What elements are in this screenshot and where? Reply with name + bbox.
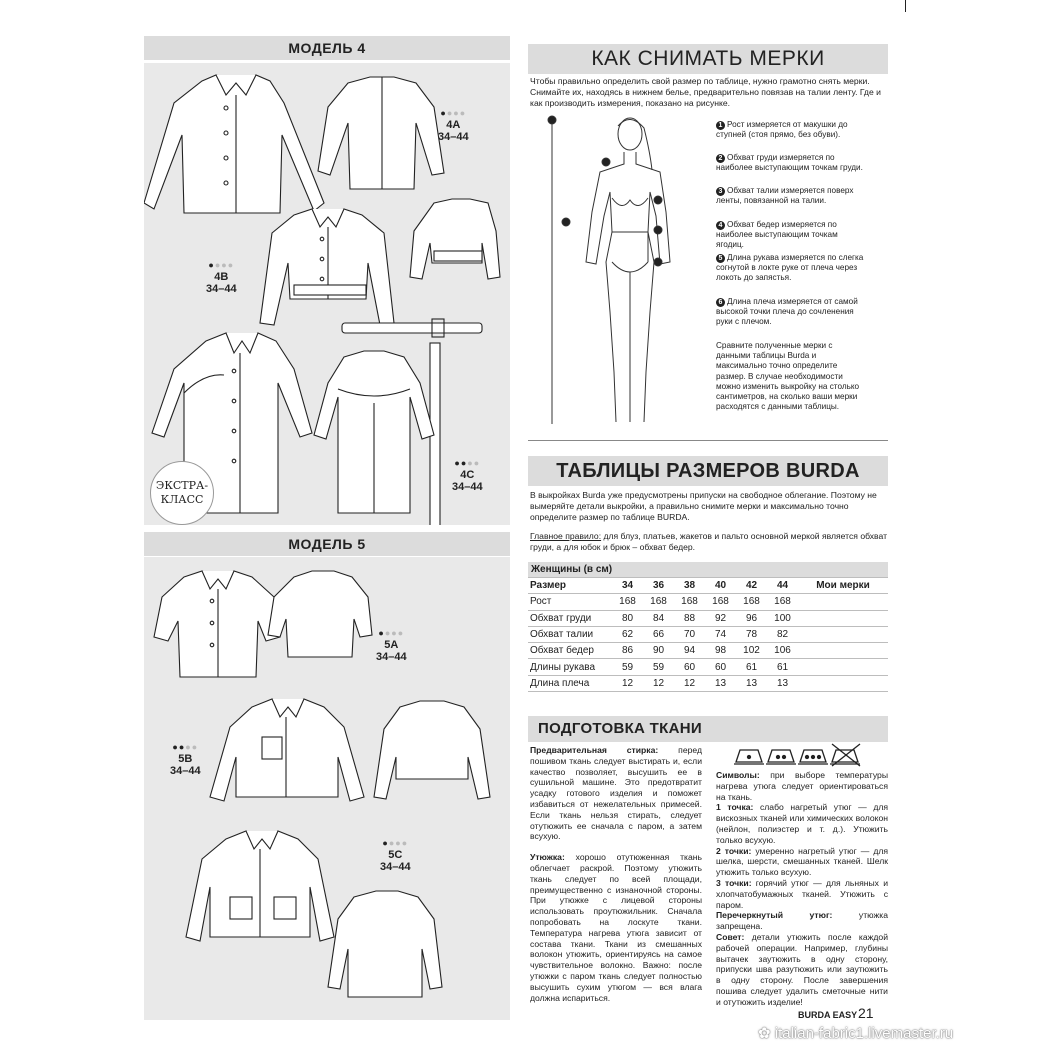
cell: 168 <box>643 594 674 610</box>
coat-4a-front-drawing <box>144 75 324 213</box>
table-row <box>528 659 888 675</box>
women-label: Женщины (в см) <box>528 562 888 578</box>
item-text: Рост измеряется от макушки до ступней (стоя прямо, без обуви). <box>716 120 848 140</box>
item-text: Длина плеча измеряется от самой высокой точки плеча до сочленения руки с плечом. <box>716 297 858 327</box>
difficulty-dots: ●●●● <box>208 260 235 270</box>
row-name: Обхват талии <box>528 626 612 642</box>
page-number: 21 <box>858 1005 874 1021</box>
tables-intro: В выкройках Burda уже предусмотрены припуски на свободное облегание. Поэтому не вымеряйте детали выкройки, а правильно снимите мерки и максимально точно определите размер по таблице BURDA. <box>530 490 877 522</box>
my-measure-cell[interactable] <box>798 675 888 691</box>
header-my-measures: Мои мерки <box>798 578 888 594</box>
fabric-prewash <box>530 745 702 842</box>
desc: при выборе температуры нагрева утюга следует ориентироваться на ткань. <box>716 770 888 802</box>
cell: 80 <box>612 610 643 626</box>
iron-2-dots-icon <box>766 750 796 764</box>
cell: 86 <box>612 643 643 659</box>
variant-sizes: 34–44 <box>380 861 411 873</box>
cell: 12 <box>674 675 705 691</box>
cell: 12 <box>612 675 643 691</box>
rule-text: для блуз, платьев, жакетов и пальто основной меркой является обхват груди, а для юбок и брюк – обхват бедер. <box>530 531 888 552</box>
item-text: Длина рукава измеряется по слегка согнутой в локте руке от плеча через локоть до запястья. <box>716 253 864 283</box>
item-number: 4 <box>716 221 725 230</box>
cell: 102 <box>736 643 767 659</box>
cell: 60 <box>705 659 736 675</box>
item-text: Обхват талии измеряется поверх ленты, повязанной на талии. <box>716 186 854 206</box>
item-number: 6 <box>716 298 725 307</box>
fabric-crossed <box>716 910 888 932</box>
cell: 168 <box>674 594 705 610</box>
table-header-row <box>528 578 888 594</box>
cell: 168 <box>767 594 798 610</box>
table-row <box>528 626 888 642</box>
model-5-panel <box>144 557 510 1020</box>
measure-item-2 <box>716 153 866 173</box>
cell: 98 <box>705 643 736 659</box>
cell: 168 <box>705 594 736 610</box>
cell: 13 <box>705 675 736 691</box>
item-number: 3 <box>716 187 725 196</box>
cell: 13 <box>736 675 767 691</box>
difficulty-dots: ●●●● <box>172 742 199 752</box>
jacket-4b-back-drawing <box>410 199 500 279</box>
variant-4b-label <box>206 259 237 295</box>
fabric-col1 <box>530 745 702 1003</box>
variant-4a-label <box>438 107 469 143</box>
measure-intro: Чтобы правильно определить свой размер по таблице, нужно грамотно снять мерки. Снимайте их, находясь в нижнем белье, предварительно повязав на талии ленту. Где и как производить измерения, показано на рисунке. <box>530 76 881 108</box>
badge-text: ЭКСТРА-КЛАСС <box>155 479 209 506</box>
row-name: Длины рукава <box>528 659 612 675</box>
difficulty-dots: ●●●● <box>440 108 467 118</box>
variant-code: 5C <box>388 849 403 861</box>
header-size: 34 <box>612 578 643 594</box>
model-4-panel <box>144 63 510 525</box>
watermark-text: italian-fabric1.livemaster.ru <box>774 1025 954 1042</box>
measure-item-5 <box>716 253 866 284</box>
cell: 96 <box>736 610 767 626</box>
body-figure-drawing <box>540 112 720 432</box>
my-measure-cell[interactable] <box>798 626 888 642</box>
term: 3 точки: <box>716 877 752 888</box>
variant-sizes: 34–44 <box>170 765 201 777</box>
table-row <box>528 643 888 659</box>
iron-symbols <box>734 742 864 768</box>
table-row <box>528 675 888 691</box>
row-name: Длина плеча <box>528 675 612 691</box>
variant-5c-label <box>380 837 411 873</box>
row-name: Обхват бедер <box>528 643 612 659</box>
cell: 168 <box>736 594 767 610</box>
variant-code: 4B <box>214 271 229 283</box>
table-women-header <box>528 562 888 578</box>
blouse-5a-back-drawing <box>268 571 372 657</box>
difficulty-dots: ●●●● <box>378 628 405 638</box>
measure-item-3 <box>716 186 866 206</box>
cell: 70 <box>674 626 705 642</box>
cell: 100 <box>767 610 798 626</box>
measure-item-1 <box>716 120 866 140</box>
jacket-5b-back-drawing <box>374 701 490 799</box>
jacket-5b-front-drawing <box>210 699 364 801</box>
header-size: 38 <box>674 578 705 594</box>
term: Совет: <box>716 931 745 942</box>
item-number: 2 <box>716 154 725 163</box>
cell: 61 <box>767 659 798 675</box>
iron-1-dot-icon <box>734 750 764 764</box>
cell: 62 <box>612 626 643 642</box>
cell: 90 <box>643 643 674 659</box>
cell: 59 <box>643 659 674 675</box>
variant-5b-label <box>170 741 201 777</box>
fabric-tip <box>716 932 888 1008</box>
term: Символы: <box>716 770 760 780</box>
jacket-4b-front-drawing <box>260 209 394 325</box>
row-name: Рост <box>528 594 612 610</box>
my-measure-cell[interactable] <box>798 643 888 659</box>
desc: детали утюжить после каждой рабочей операции. Например, глубины вытачек заутюжить в одну сторону, припуски шва разутюжить или заутюжить в одну сторону. После завершения пошива следует удалить сметочные нити и отутюжить изделие! <box>716 931 888 1007</box>
header-size: 40 <box>705 578 736 594</box>
watermark <box>758 1024 953 1042</box>
coat-4c-back-drawing <box>314 351 434 513</box>
item-number: 5 <box>716 254 725 263</box>
header-size: 44 <box>767 578 798 594</box>
measure-item-6 <box>716 297 866 328</box>
header-size-label: Размер <box>528 578 612 594</box>
fabric-ironing <box>530 852 702 1003</box>
fabric-3-dots <box>716 878 888 910</box>
iron-crossed-icon <box>830 744 860 766</box>
model-4-title: МОДЕЛЬ 4 <box>144 36 510 60</box>
cell: 168 <box>612 594 643 610</box>
fabric-col2 <box>716 770 888 1008</box>
tables-title: ТАБЛИЦЫ РАЗМЕРОВ BURDA <box>528 456 888 486</box>
divider <box>528 440 888 441</box>
term: Утюжка: <box>530 852 565 863</box>
page-edge-mark <box>905 0 906 12</box>
variant-4c-label <box>452 457 483 493</box>
desc: слабо нагретый утюг — для вискозных тканей или химических волокон (нейлон, полиэстер и т. д.). Утюжить только всухую. <box>716 802 888 845</box>
my-measure-cell[interactable] <box>798 594 888 610</box>
cell: 84 <box>643 610 674 626</box>
fabric-2-dots <box>716 846 888 878</box>
variant-code: 4C <box>460 469 475 481</box>
item-text: Обхват бедер измеряется по наиболее выступающим точкам ягодиц. <box>716 220 838 250</box>
model-5-title: МОДЕЛЬ 5 <box>144 532 510 556</box>
cell: 82 <box>767 626 798 642</box>
extra-class-badge <box>150 461 214 525</box>
footer-brand: BURDA EASY <box>798 1010 858 1020</box>
fabric-title: ПОДГОТОВКА ТКАНИ <box>538 720 702 737</box>
fabric-1-dot <box>716 802 888 845</box>
cell: 59 <box>612 659 643 675</box>
desc: горячий утюг — для льняных и хлопчатобумажных тканей. Утюжить с паром. <box>716 877 888 910</box>
desc: умеренно нагретый утюг — для шелка, шерсти, смешанных тканей. Шелк утюжить только всухую. <box>716 845 889 878</box>
item-number: 1 <box>716 121 725 130</box>
cell: 66 <box>643 626 674 642</box>
jacket-5c-back-drawing <box>328 891 442 997</box>
iron-3-dots-icon <box>798 750 828 764</box>
my-measure-cell[interactable] <box>798 610 888 626</box>
term: Перечеркнутый утюг: <box>716 910 833 921</box>
cell: 92 <box>705 610 736 626</box>
desc: утюжка запрещена. <box>716 910 888 932</box>
rule-label: Главное правило: <box>530 531 602 541</box>
header-size: 36 <box>643 578 674 594</box>
desc: перед пошивом ткань следует выстирать и, если качество позволяет, высушить ее в сушильной машине. Это предотвратит усадку готового изделия и поможет избавиться от нежелательных примесей. Если ткань нельзя стирать, следует отутюжить ее сначала с паром, а затем всухую. <box>530 745 702 842</box>
my-measure-cell[interactable] <box>798 659 888 675</box>
cell: 78 <box>736 626 767 642</box>
measure-compare: Сравните полученные мерки с данными таблицы Burda и максимально точно определите размер. В случае необходимости можно изменить выкройку на столько сантиметров, на сколько ваши мерки расходятся с данными таблицы. <box>716 341 860 412</box>
difficulty-dots: ●●●● <box>454 458 481 468</box>
cell: 61 <box>736 659 767 675</box>
tables-rule <box>530 531 888 553</box>
table-row <box>528 594 888 610</box>
coat-4a-back-drawing <box>318 77 444 189</box>
size-table <box>528 562 888 692</box>
measure-item-4 <box>716 220 866 251</box>
jacket-5c-front-drawing <box>186 831 334 941</box>
cell: 106 <box>767 643 798 659</box>
blouse-5a-front-drawing <box>154 571 280 677</box>
cell: 74 <box>705 626 736 642</box>
difficulty-dots: ●●●● <box>382 838 409 848</box>
fabric-symbols <box>716 770 888 802</box>
model-5-illustrations <box>144 557 510 1020</box>
variant-sizes: 34–44 <box>438 131 469 143</box>
desc: хорошо отутюженная ткань облегчает раскрой. Поэтому утюжить ткань следует по всей площади, преимущественно с изнаночной стороны. При утюжке с лицевой стороны использовать проутюжильник. Сначала попробовать на лоскуте ткани. Температура нагрева утюга зависит от состава ткани. Ткани из смешанных волокон утюжить, ориентируясь на самое чувствительное волокно. Важно: после утюжки с паром ткань следует полностью высушить сухим утюгом — вся влага должна испариться. <box>530 852 702 1003</box>
variant-sizes: 34–44 <box>452 481 483 493</box>
cell: 12 <box>643 675 674 691</box>
term: 1 точка: <box>716 802 754 813</box>
variant-sizes: 34–44 <box>206 283 237 295</box>
fabric-title-band <box>528 716 888 742</box>
header-size: 42 <box>736 578 767 594</box>
cell: 88 <box>674 610 705 626</box>
variant-code: 5B <box>178 753 193 765</box>
cell: 60 <box>674 659 705 675</box>
cell: 13 <box>767 675 798 691</box>
item-text: Обхват груди измеряется по наиболее выступающим точкам груди. <box>716 153 863 173</box>
variant-code: 5A <box>384 639 399 651</box>
variant-sizes: 34–44 <box>376 651 407 663</box>
row-name: Обхват груди <box>528 610 612 626</box>
variant-code: 4A <box>446 119 461 131</box>
variant-5a-label <box>376 627 407 663</box>
measure-title: КАК СНИМАТЬ МЕРКИ <box>528 44 888 74</box>
term: Предварительная стирка: <box>530 745 659 755</box>
cell: 94 <box>674 643 705 659</box>
term: 2 точки: <box>716 845 752 856</box>
watermark-icon: ✿ <box>758 1025 775 1042</box>
table-row <box>528 610 888 626</box>
